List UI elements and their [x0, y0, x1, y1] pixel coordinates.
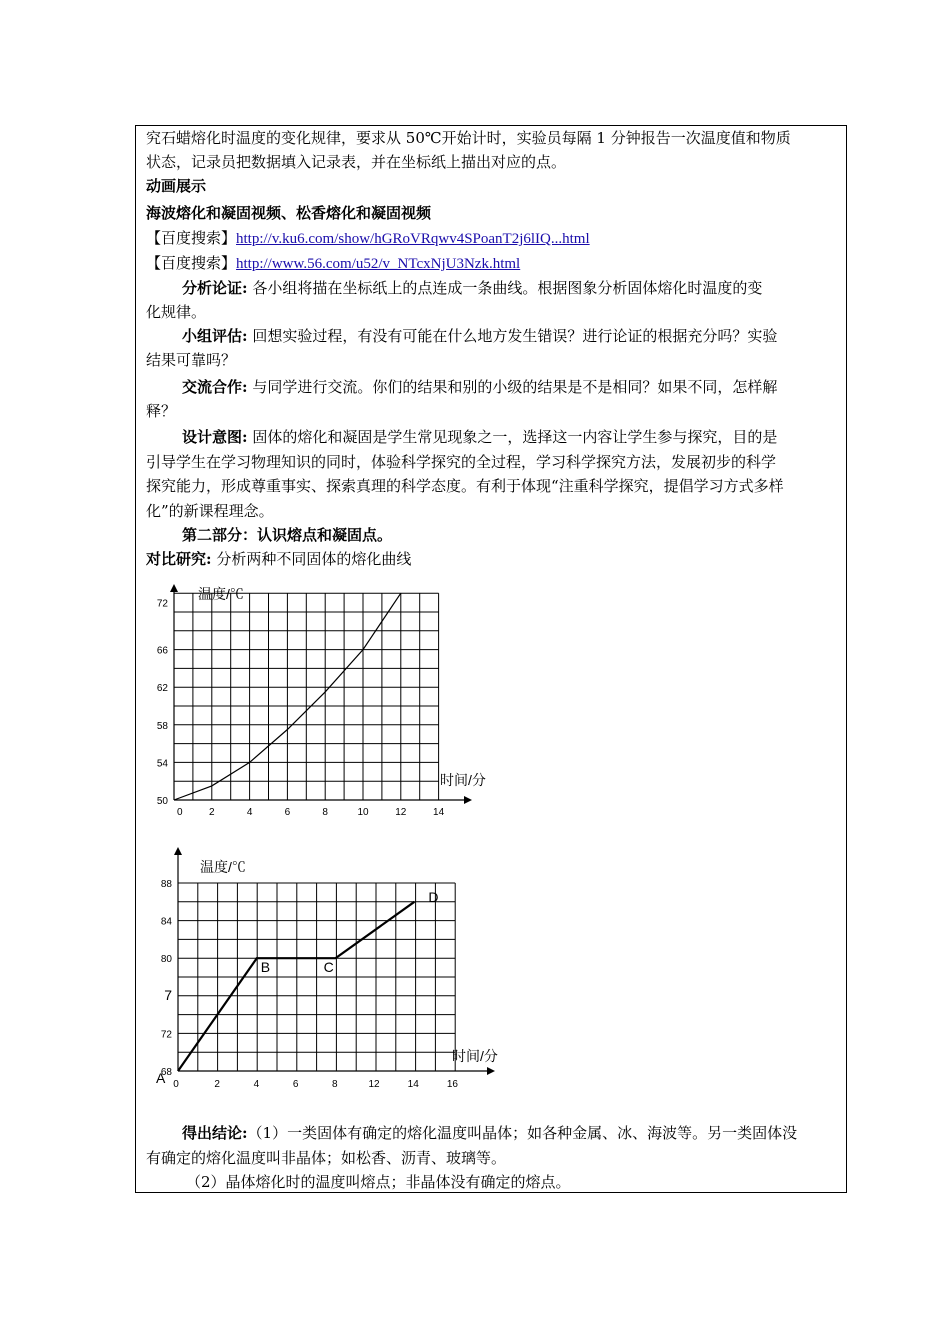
x-tick-label: 12: [395, 807, 407, 818]
animation-subheading: 海波熔化和凝固视频、松香熔化和凝固视频: [146, 204, 432, 222]
chart2-y-ticks: [161, 879, 173, 1078]
x-tick-label: 14: [433, 807, 445, 818]
x-tick-label: 2: [209, 807, 215, 818]
y-tick-label: 54: [156, 758, 168, 770]
y-tick-label: 66: [156, 645, 168, 657]
amorphous-melting-chart: [148, 578, 508, 818]
x-tick-label: 4: [253, 1079, 260, 1090]
link-prefix: 【百度搜索】: [146, 229, 237, 247]
x-tick-label: 14: [407, 1079, 419, 1090]
cooperation-label: 交流合作:: [182, 378, 248, 396]
chart1-xlabel: 时间/分: [440, 772, 486, 788]
x-axis-arrow: [464, 796, 472, 804]
intro-line-1: 究石蜡熔化时温度的变化规律，要求从 50℃开始计时，实验员每隔 1 分钟报告一次温度值和物质: [146, 129, 791, 147]
design-line-1: [182, 425, 878, 449]
x-tick-label: 6: [284, 807, 291, 818]
cooperation-text: 与同学进行交流。你们的结果和别的小级的结果是不是相同？如果不同，怎样解: [247, 378, 778, 396]
y-axis-arrow: [174, 847, 182, 855]
x-tick-label: 8: [322, 807, 328, 818]
y-tick-label: 80: [160, 954, 172, 966]
chart2-melting-line: [178, 902, 414, 1071]
conclusion-line-3: （2）晶体熔化时的温度叫熔点；非晶体没有确定的熔点。: [186, 1173, 571, 1191]
evaluation-line-1: [182, 324, 878, 348]
baidu-link-row-1: [146, 226, 842, 251]
point-label-c: C: [323, 959, 334, 976]
chart1-ylabel: 温度/℃: [198, 586, 244, 602]
cooperation-line-1: [182, 375, 878, 399]
point-label-a: A: [156, 1070, 166, 1086]
y-tick-label: 84: [160, 916, 172, 928]
x-axis-arrow: [487, 1067, 495, 1075]
design-label: 设计意图:: [182, 428, 248, 446]
x-tick-label: 2: [214, 1079, 220, 1090]
y-tick-label: 62: [156, 683, 168, 695]
conclusion-line-2: 有确定的熔化温度叫非晶体；如松香、沥青、玻璃等。: [146, 1149, 507, 1167]
baidu-link-row-2: [146, 251, 842, 276]
design-line-4: 化”的新课程理念。: [146, 502, 274, 520]
x-tick-label: 0: [173, 1079, 179, 1090]
link-prefix: 【百度搜索】: [146, 254, 237, 272]
y-tick-label: 7: [164, 986, 172, 1003]
chart2-xlabel: 时间/分: [452, 1048, 498, 1064]
y-tick-label: 58: [156, 720, 168, 732]
design-text: 固体的熔化和凝固是学生常见现象之一，选择这一内容让学生参与探究，目的是: [247, 428, 778, 446]
conclusion-line-1: [182, 1121, 878, 1145]
design-line-2: 引导学生在学习物理知识的同时，体验科学探究的全过程，学习科学探究方法，发展初步的科学: [146, 453, 777, 471]
intro-line-2: 状态，记录员把数据填入记录表，并在坐标纸上描出对应的点。: [146, 153, 567, 171]
y-tick-label: 88: [160, 879, 172, 890]
animation-heading: 动画展示: [146, 177, 207, 195]
y-axis-arrow: [170, 584, 178, 592]
chart1-x-ticks: [177, 807, 445, 818]
x-tick-label: 4: [246, 807, 253, 818]
video-link-ku6[interactable]: http://v.ku6.com/show/hGRoVRqwv4SPoanT2j6lIQ...html: [236, 231, 590, 247]
x-tick-label: 0: [177, 807, 183, 818]
point-label-d: D: [428, 888, 439, 905]
compare-line: [146, 547, 842, 571]
cooperation-line-2: 释？: [146, 402, 177, 420]
chart1-axes: [170, 584, 472, 804]
part2-title: 第二部分：认识熔点和凝固点。: [182, 526, 393, 544]
evaluation-line-2: 结果可靠吗？: [146, 351, 237, 369]
x-tick-label: 12: [368, 1079, 380, 1090]
y-tick-label: 72: [156, 598, 168, 610]
conclusion-label: 得出结论:: [182, 1124, 248, 1142]
video-link-56[interactable]: http://www.56.com/u52/v_NTcxNjU3Nzk.html: [236, 256, 521, 272]
chart1-grid: [174, 593, 439, 800]
x-tick-label: 16: [446, 1079, 458, 1090]
evaluation-label: 小组评估:: [182, 327, 248, 345]
crystal-melting-chart: [148, 843, 508, 1093]
y-tick-label: 50: [156, 796, 168, 807]
x-tick-label: 8: [332, 1079, 338, 1090]
y-tick-label: 68: [160, 1067, 172, 1078]
analysis-line-1: [182, 276, 878, 300]
compare-label: 对比研究:: [146, 550, 212, 568]
analysis-label: 分析论证:: [182, 279, 248, 297]
conclusion-text: （1）一类固体有确定的熔化温度叫晶体；如各种金属、冰、海波等。另一类固体没: [247, 1124, 798, 1142]
chart2-axes: [174, 847, 495, 1075]
x-tick-label: 6: [292, 1079, 299, 1090]
analysis-text: 各小组将描在坐标纸上的点连成一条曲线。根据图象分析固体熔化时温度的变: [247, 279, 763, 297]
analysis-line-2: 化规律。: [146, 303, 207, 321]
chart2-grid: [178, 883, 455, 1071]
x-tick-label: 10: [357, 807, 369, 818]
chart2-x-ticks: [173, 1079, 458, 1090]
y-tick-label: 72: [160, 1029, 172, 1041]
chart2-ylabel: 温度/℃: [200, 859, 246, 875]
evaluation-text: 回想实验过程，有没有可能在什么地方发生错误？进行论证的根据充分吗？实验: [247, 327, 778, 345]
compare-text: 分析两种不同固体的熔化曲线: [211, 550, 412, 568]
point-label-b: B: [260, 959, 271, 976]
chart1-y-ticks: [157, 599, 169, 807]
design-line-3: 探究能力，形成尊重事实、探索真理的科学态度。有利于体现“注重科学探究，提倡学习方式多样: [146, 477, 784, 495]
